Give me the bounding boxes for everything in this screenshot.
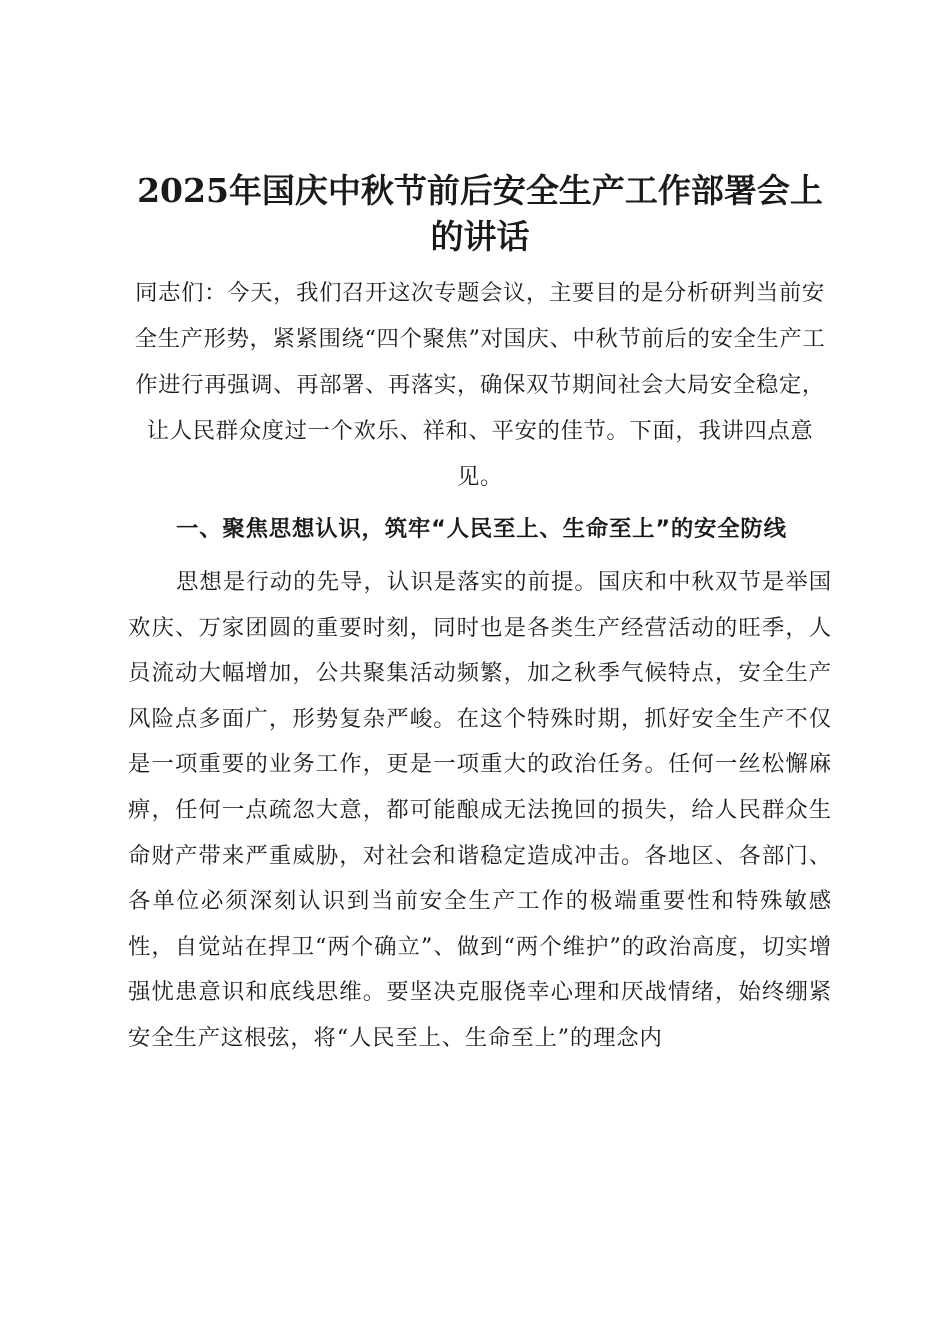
section-1-paragraph: 思想是行动的先导，认识是落实的前提。国庆和中秋双节是举国欢庆、万家团圆的重要时刻，同时也是各类生产经营活动的旺季，人员流动大幅增加，公共聚集活动频繁，加之秋季气候特点，安全生产风险点多面广，形势复杂严峻。在这个特殊时期，抓好安全生产不仅是一项重要的业务工作，更是一项重大的政治任务。任何一丝松懈麻痹，任何一点疏忽大意，都可能酿成无法挽回的损失，给人民群众生命财产带来严重威胁，对社会和谐稳定造成冲击。各地区、各部门、各单位必须深刻认识到当前安全生产工作的极端重要性和特殊敏感性，自觉站在捍卫“两个确立”、做到“两个维护”的政治高度，切实增强忧患意识和底线思维。要坚决克服侥幸心理和厌战情绪，始终绷紧安全生产这根弦，将“人民至上、生命至上”的理念内: [128, 569, 832, 1051]
opening-paragraph: 同志们：今天，我们召开这次专题会议，主要目的是分析研判当前安全生产形势，紧紧围绕“四个聚焦”对国庆、中秋节前后的安全生产工作进行再强调、再部署、再落实，确保双节期间社会大局安全稳定，让人民群众度过一个欢乐、祥和、平安的佳节。下面，我讲四点意见。: [134, 280, 826, 490]
document-title: 2025年国庆中秋节前后安全生产工作部署会上的讲话: [137, 171, 823, 256]
section-1-heading: 一、聚焦思想认识，筑牢“人民至上、生命至上”的安全防线: [176, 516, 787, 542]
document-page: [128, 168, 832, 1062]
